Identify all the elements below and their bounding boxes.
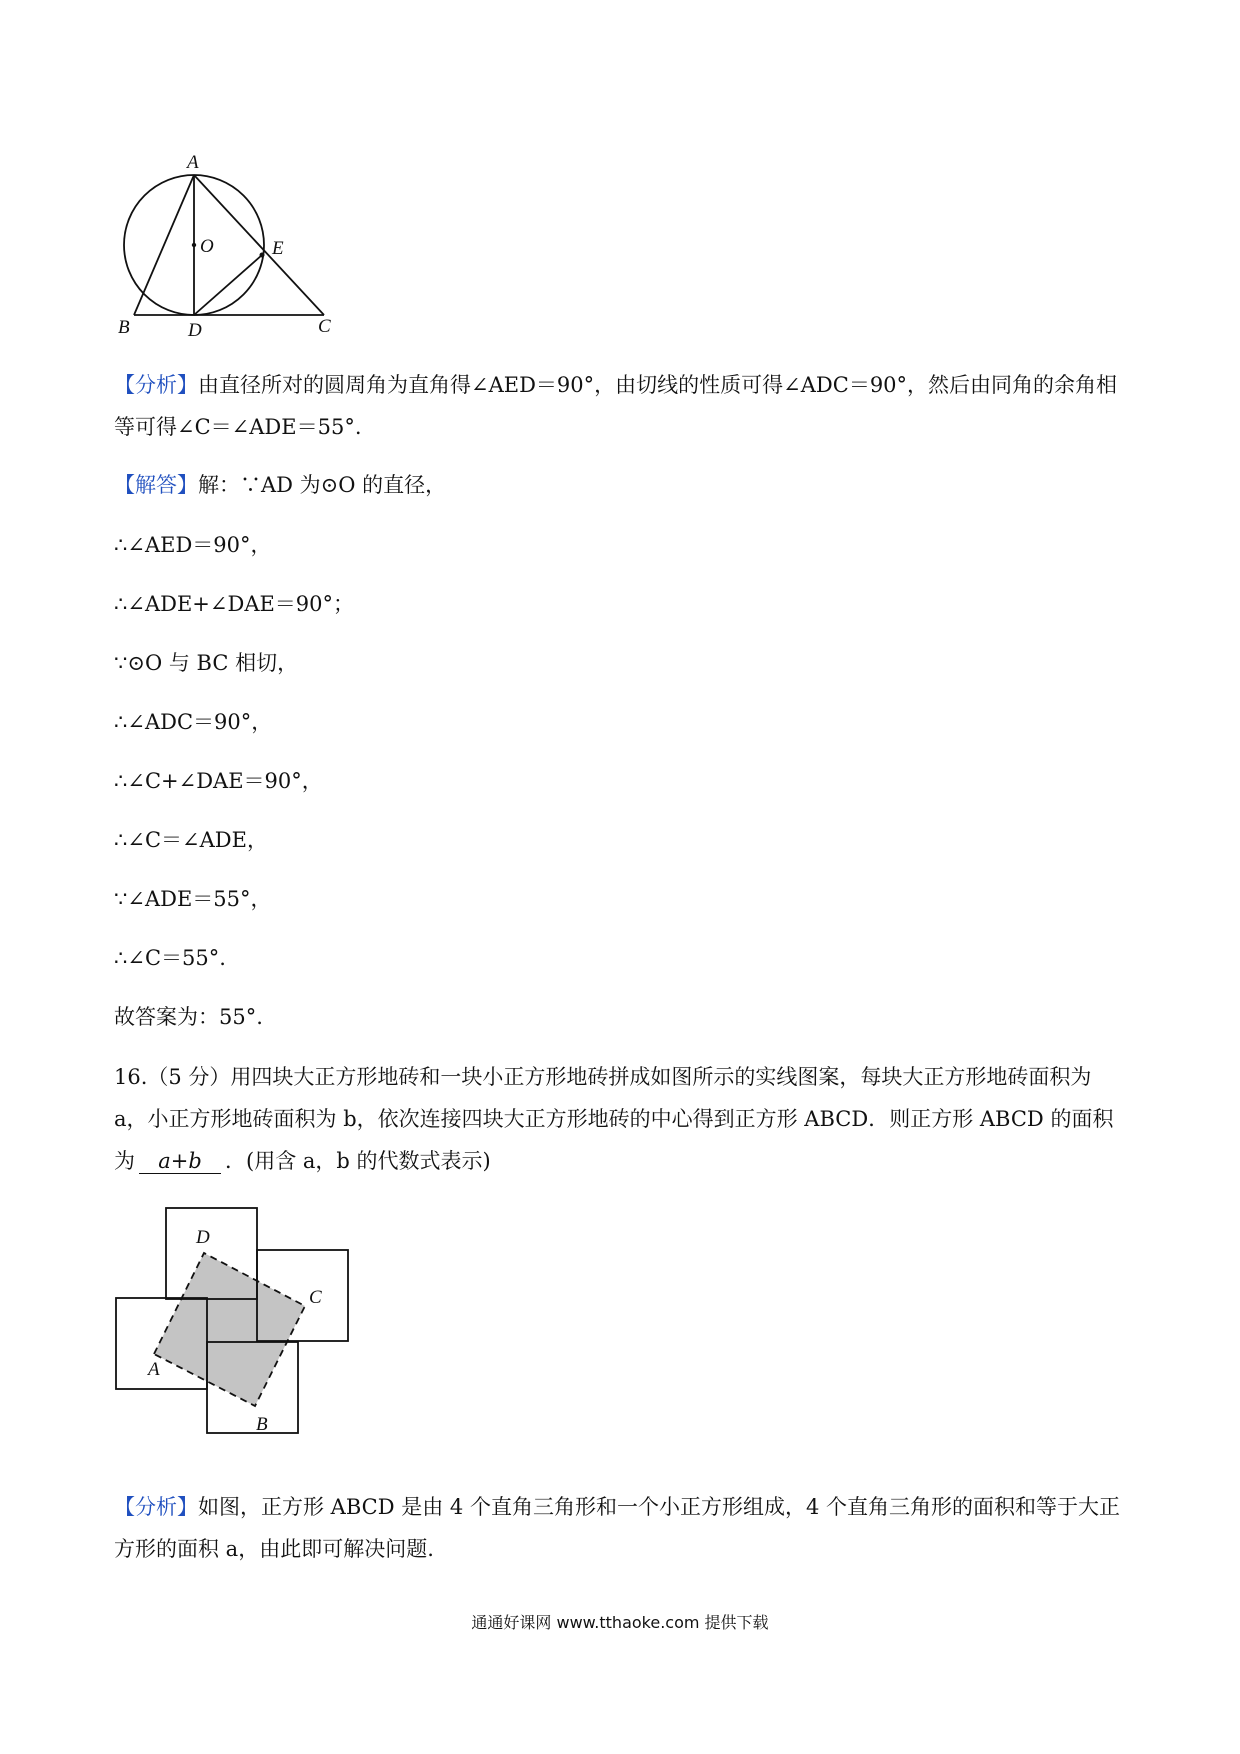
analysis-2-line-2: [114, 1534, 434, 1564]
tile-square-figure: [110, 1205, 360, 1455]
label-c: C: [309, 1287, 322, 1308]
solution-line: [114, 648, 298, 678]
label-e: E: [272, 238, 284, 259]
circle-tangent-figure: [110, 150, 350, 340]
square-abcd: [154, 1253, 305, 1406]
question-16-line-1: [114, 1062, 1091, 1092]
solution-line: [114, 470, 446, 500]
question-text: ．(用含 a，b 的代数式表示): [225, 1149, 491, 1173]
solution-text: 解：∵AD 为⊙O 的直径，: [198, 473, 447, 497]
point-o: [192, 243, 196, 247]
solution-text: ∴∠C＝∠ADE，: [114, 828, 268, 852]
label-a: A: [148, 1359, 160, 1380]
analysis-tag: 【分析】: [114, 1495, 198, 1519]
solution-text: ∴∠AED＝90°，: [114, 533, 272, 557]
label-d: D: [188, 320, 202, 340]
solution-line: [114, 884, 272, 914]
solution-tag: 【解答】: [114, 473, 198, 497]
solution-text: ∴∠ADC＝90°，: [114, 710, 273, 734]
solution-line: [114, 589, 354, 619]
solution-text: ∴∠ADE+∠DAE＝90°；: [114, 592, 355, 616]
analysis-text: 等可得∠C＝∠ADE＝55°.: [114, 415, 362, 439]
analysis-text: 由直径所对的圆周角为直角得∠AED＝90°，由切线的性质可得∠ADC＝90°，然后由同角的余角相: [198, 373, 1118, 397]
label-d: D: [196, 1227, 210, 1248]
answer-blank: a+b: [139, 1149, 221, 1174]
question-text: 为: [114, 1149, 135, 1173]
solution-line: [114, 1002, 263, 1032]
solution-text: 故答案为：55°.: [114, 1005, 263, 1029]
solution-text: ∴∠C+∠DAE＝90°，: [114, 769, 323, 793]
solution-text: ∵⊙O 与 BC 相切，: [114, 651, 299, 675]
question-16-line-3: [114, 1146, 491, 1176]
solution-line: [114, 943, 226, 973]
question-text: a，小正方形地砖面积为 b，依次连接四块大正方形地砖的中心得到正方形 ABCD．则正方形 ABCD 的面积: [114, 1107, 1114, 1131]
analysis-1-line-2: [114, 412, 362, 442]
label-c: C: [318, 316, 331, 337]
label-b: B: [256, 1414, 268, 1435]
label-o: O: [200, 236, 214, 257]
solution-text: ∵∠ADE＝55°，: [114, 887, 272, 911]
analysis-text: 方形的面积 a，由此即可解决问题.: [114, 1537, 434, 1561]
point-e: [260, 253, 265, 258]
page-footer: 通通好课网 www.tthaoke.com 提供下载: [471, 1613, 769, 1632]
solution-line: [114, 707, 272, 737]
question-text: 16.（5 分）用四块大正方形地砖和一块小正方形地砖拼成如图所示的实线图案，每块大正方形地砖面积为: [114, 1065, 1092, 1089]
question-16-line-2: [114, 1104, 1113, 1134]
solution-line: [114, 825, 268, 855]
analysis-text: 如图，正方形 ABCD 是由 4 个直角三角形和一个小正方形组成，4 个直角三角形的面积和等于大正: [198, 1495, 1120, 1519]
label-b: B: [118, 317, 130, 338]
label-a: A: [187, 152, 199, 173]
analysis-1-line-1: [114, 370, 1117, 400]
analysis-2-line-1: [114, 1492, 1120, 1522]
solution-line: [114, 766, 323, 796]
analysis-tag: 【分析】: [114, 373, 198, 397]
solution-text: ∴∠C＝55°.: [114, 946, 226, 970]
solution-line: [114, 530, 272, 560]
